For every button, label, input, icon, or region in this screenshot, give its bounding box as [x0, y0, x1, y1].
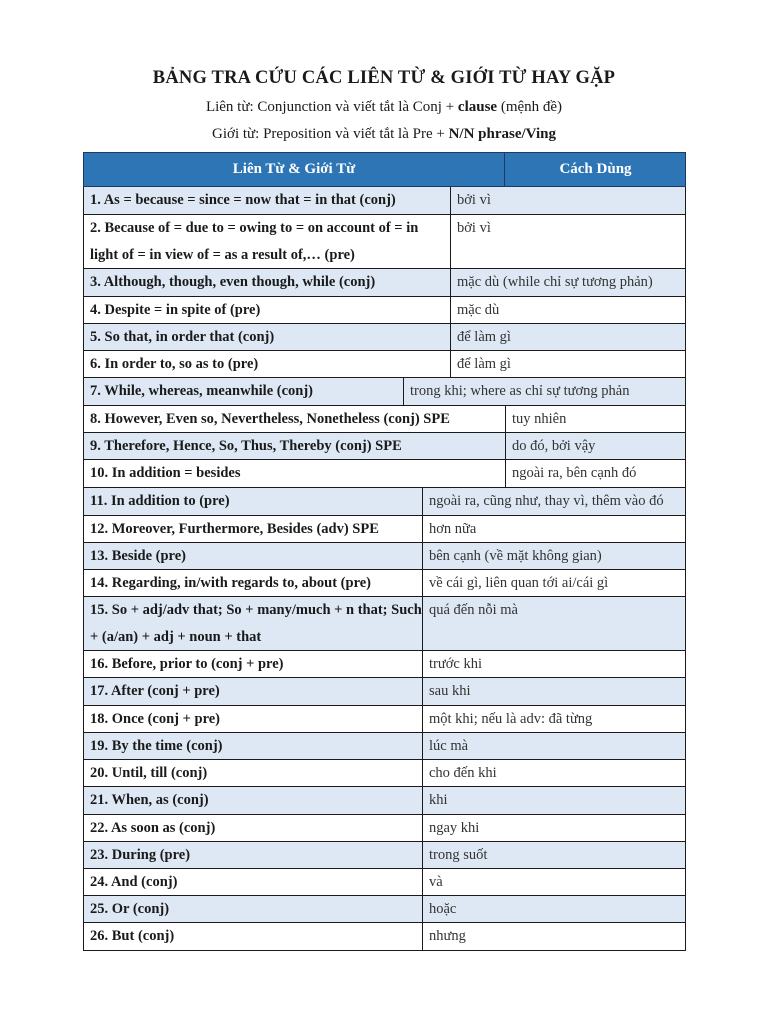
usage-cell: một khi; nếu là adv: đã từng	[422, 706, 685, 732]
term-cell: 25. Or (conj)	[90, 901, 170, 917]
conjunction-definition-tail: (mệnh đề)	[497, 99, 563, 115]
usage-cell: để làm gì	[450, 351, 685, 377]
usage-cell: nhưng	[422, 923, 685, 950]
table-row	[83, 570, 686, 597]
table-row	[83, 269, 686, 297]
term-cell: 10. In addition = besides	[90, 465, 241, 481]
table-row	[83, 215, 686, 269]
usage-cell: mặc dù (while chỉ sự tương phản)	[450, 269, 685, 296]
table-row	[83, 351, 686, 378]
usage-cell: bởi vì	[450, 187, 685, 214]
usage-cell: sau khi	[422, 678, 685, 705]
table-row	[83, 787, 686, 815]
usage-cell: do đó, bởi vậy	[505, 433, 685, 459]
table-row	[83, 297, 686, 324]
table-row	[83, 706, 686, 733]
table-row	[83, 516, 686, 543]
header-usage: Cách Dùng	[504, 153, 686, 186]
table-row	[83, 187, 686, 215]
term-cell: 16. Before, prior to (conj + pre)	[90, 656, 284, 672]
conjunction-definition	[0, 99, 768, 116]
table-row	[83, 406, 686, 433]
table-row	[83, 923, 686, 951]
preposition-definition-bold: N/N phrase/Ving	[448, 126, 556, 142]
table-row	[83, 733, 686, 760]
term-cell: 8. However, Even so, Nevertheless, Nonetheless (conj) SPE	[90, 411, 450, 427]
table-row	[83, 433, 686, 460]
usage-cell: mặc dù	[450, 297, 685, 323]
preposition-definition	[0, 126, 768, 143]
term-cell: 6. In order to, so as to (pre)	[90, 356, 259, 372]
term-cell: 22. As soon as (conj)	[90, 820, 216, 836]
term-cell: 23. During (pre)	[90, 847, 191, 863]
table-row	[83, 760, 686, 787]
term-cell: 15. So + adj/adv that; So + many/much + n that; Such + (a/an) + adj + noun + that	[90, 602, 422, 645]
table-row	[83, 543, 686, 570]
term-cell: 14. Regarding, in/with regards to, about (pre)	[90, 575, 372, 591]
term-cell: 26. But (conj)	[90, 928, 175, 944]
usage-cell: trước khi	[422, 651, 685, 677]
usage-cell: lúc mà	[422, 733, 685, 759]
term-cell: 12. Moreover, Furthermore, Besides (adv) SPE	[90, 521, 379, 537]
conjunction-definition-text: Liên từ: Conjunction và viết tắt là Conj +	[205, 99, 458, 115]
table-row	[83, 488, 686, 516]
usage-cell: ngay khi	[422, 815, 685, 841]
term-cell: 2. Because of = due to = owing to = on account of = in light of = in view of = as a result of,… (pre)	[90, 220, 419, 263]
term-cell: 17. After (conj + pre)	[90, 683, 220, 699]
preposition-definition-text: Giới từ: Preposition và viết tắt là Pre +	[212, 126, 449, 142]
usage-cell: quá đến nỗi mà	[422, 597, 685, 650]
table-row	[83, 896, 686, 923]
usage-cell: và	[422, 869, 685, 895]
table-row	[83, 378, 686, 406]
term-cell: 21. When, as (conj)	[90, 792, 209, 808]
table-row	[83, 842, 686, 869]
usage-cell: tuy nhiên	[505, 406, 685, 432]
usage-cell: hơn nữa	[422, 516, 685, 542]
page-title: BẢNG TRA CỨU CÁC LIÊN TỪ & GIỚI TỪ HAY GẶP	[152, 68, 616, 88]
usage-cell: để làm gì	[450, 324, 685, 350]
usage-cell: ngoài ra, bên cạnh đó	[505, 460, 685, 487]
table-row	[83, 324, 686, 351]
usage-cell: trong suốt	[422, 842, 685, 868]
lookup-table	[83, 152, 686, 951]
term-cell: 9. Therefore, Hence, So, Thus, Thereby (conj) SPE	[90, 438, 402, 454]
usage-cell: bên cạnh (về mặt không gian)	[422, 543, 685, 569]
table-header	[83, 152, 686, 187]
term-cell: 19. By the time (conj)	[90, 738, 223, 754]
term-cell: 13. Beside (pre)	[90, 548, 186, 564]
usage-cell: trong khi; where as chỉ sự tương phản	[403, 378, 685, 405]
term-cell: 7. While, whereas, meanwhile (conj)	[90, 383, 313, 399]
table-row	[83, 651, 686, 678]
table-row	[83, 815, 686, 842]
term-cell: 20. Until, till (conj)	[90, 765, 208, 781]
term-cell: 5. So that, in order that (conj)	[90, 329, 275, 345]
term-cell: 24. And (conj)	[90, 874, 178, 890]
usage-cell: về cái gì, liên quan tới ai/cái gì	[422, 570, 685, 596]
term-cell: 1. As = because = since = now that = in that (conj)	[90, 192, 396, 208]
usage-cell: khi	[422, 787, 685, 814]
usage-cell: cho đến khi	[422, 760, 685, 786]
table-row	[83, 678, 686, 706]
term-cell: 4. Despite = in spite of (pre)	[90, 302, 261, 318]
table-row	[83, 460, 686, 488]
term-cell: 18. Once (conj + pre)	[90, 711, 221, 727]
usage-cell: hoặc	[422, 896, 685, 922]
header-term: Liên Từ & Giới Từ	[232, 161, 356, 177]
table-row	[83, 597, 686, 651]
conjunction-definition-bold: clause	[457, 99, 498, 115]
term-cell: 11. In addition to (pre)	[90, 493, 230, 509]
term-cell: 3. Although, though, even though, while (conj)	[90, 274, 376, 290]
usage-cell: ngoài ra, cũng như, thay vì, thêm vào đó	[422, 488, 685, 515]
table-row	[83, 869, 686, 896]
usage-cell: bởi vì	[450, 215, 685, 268]
